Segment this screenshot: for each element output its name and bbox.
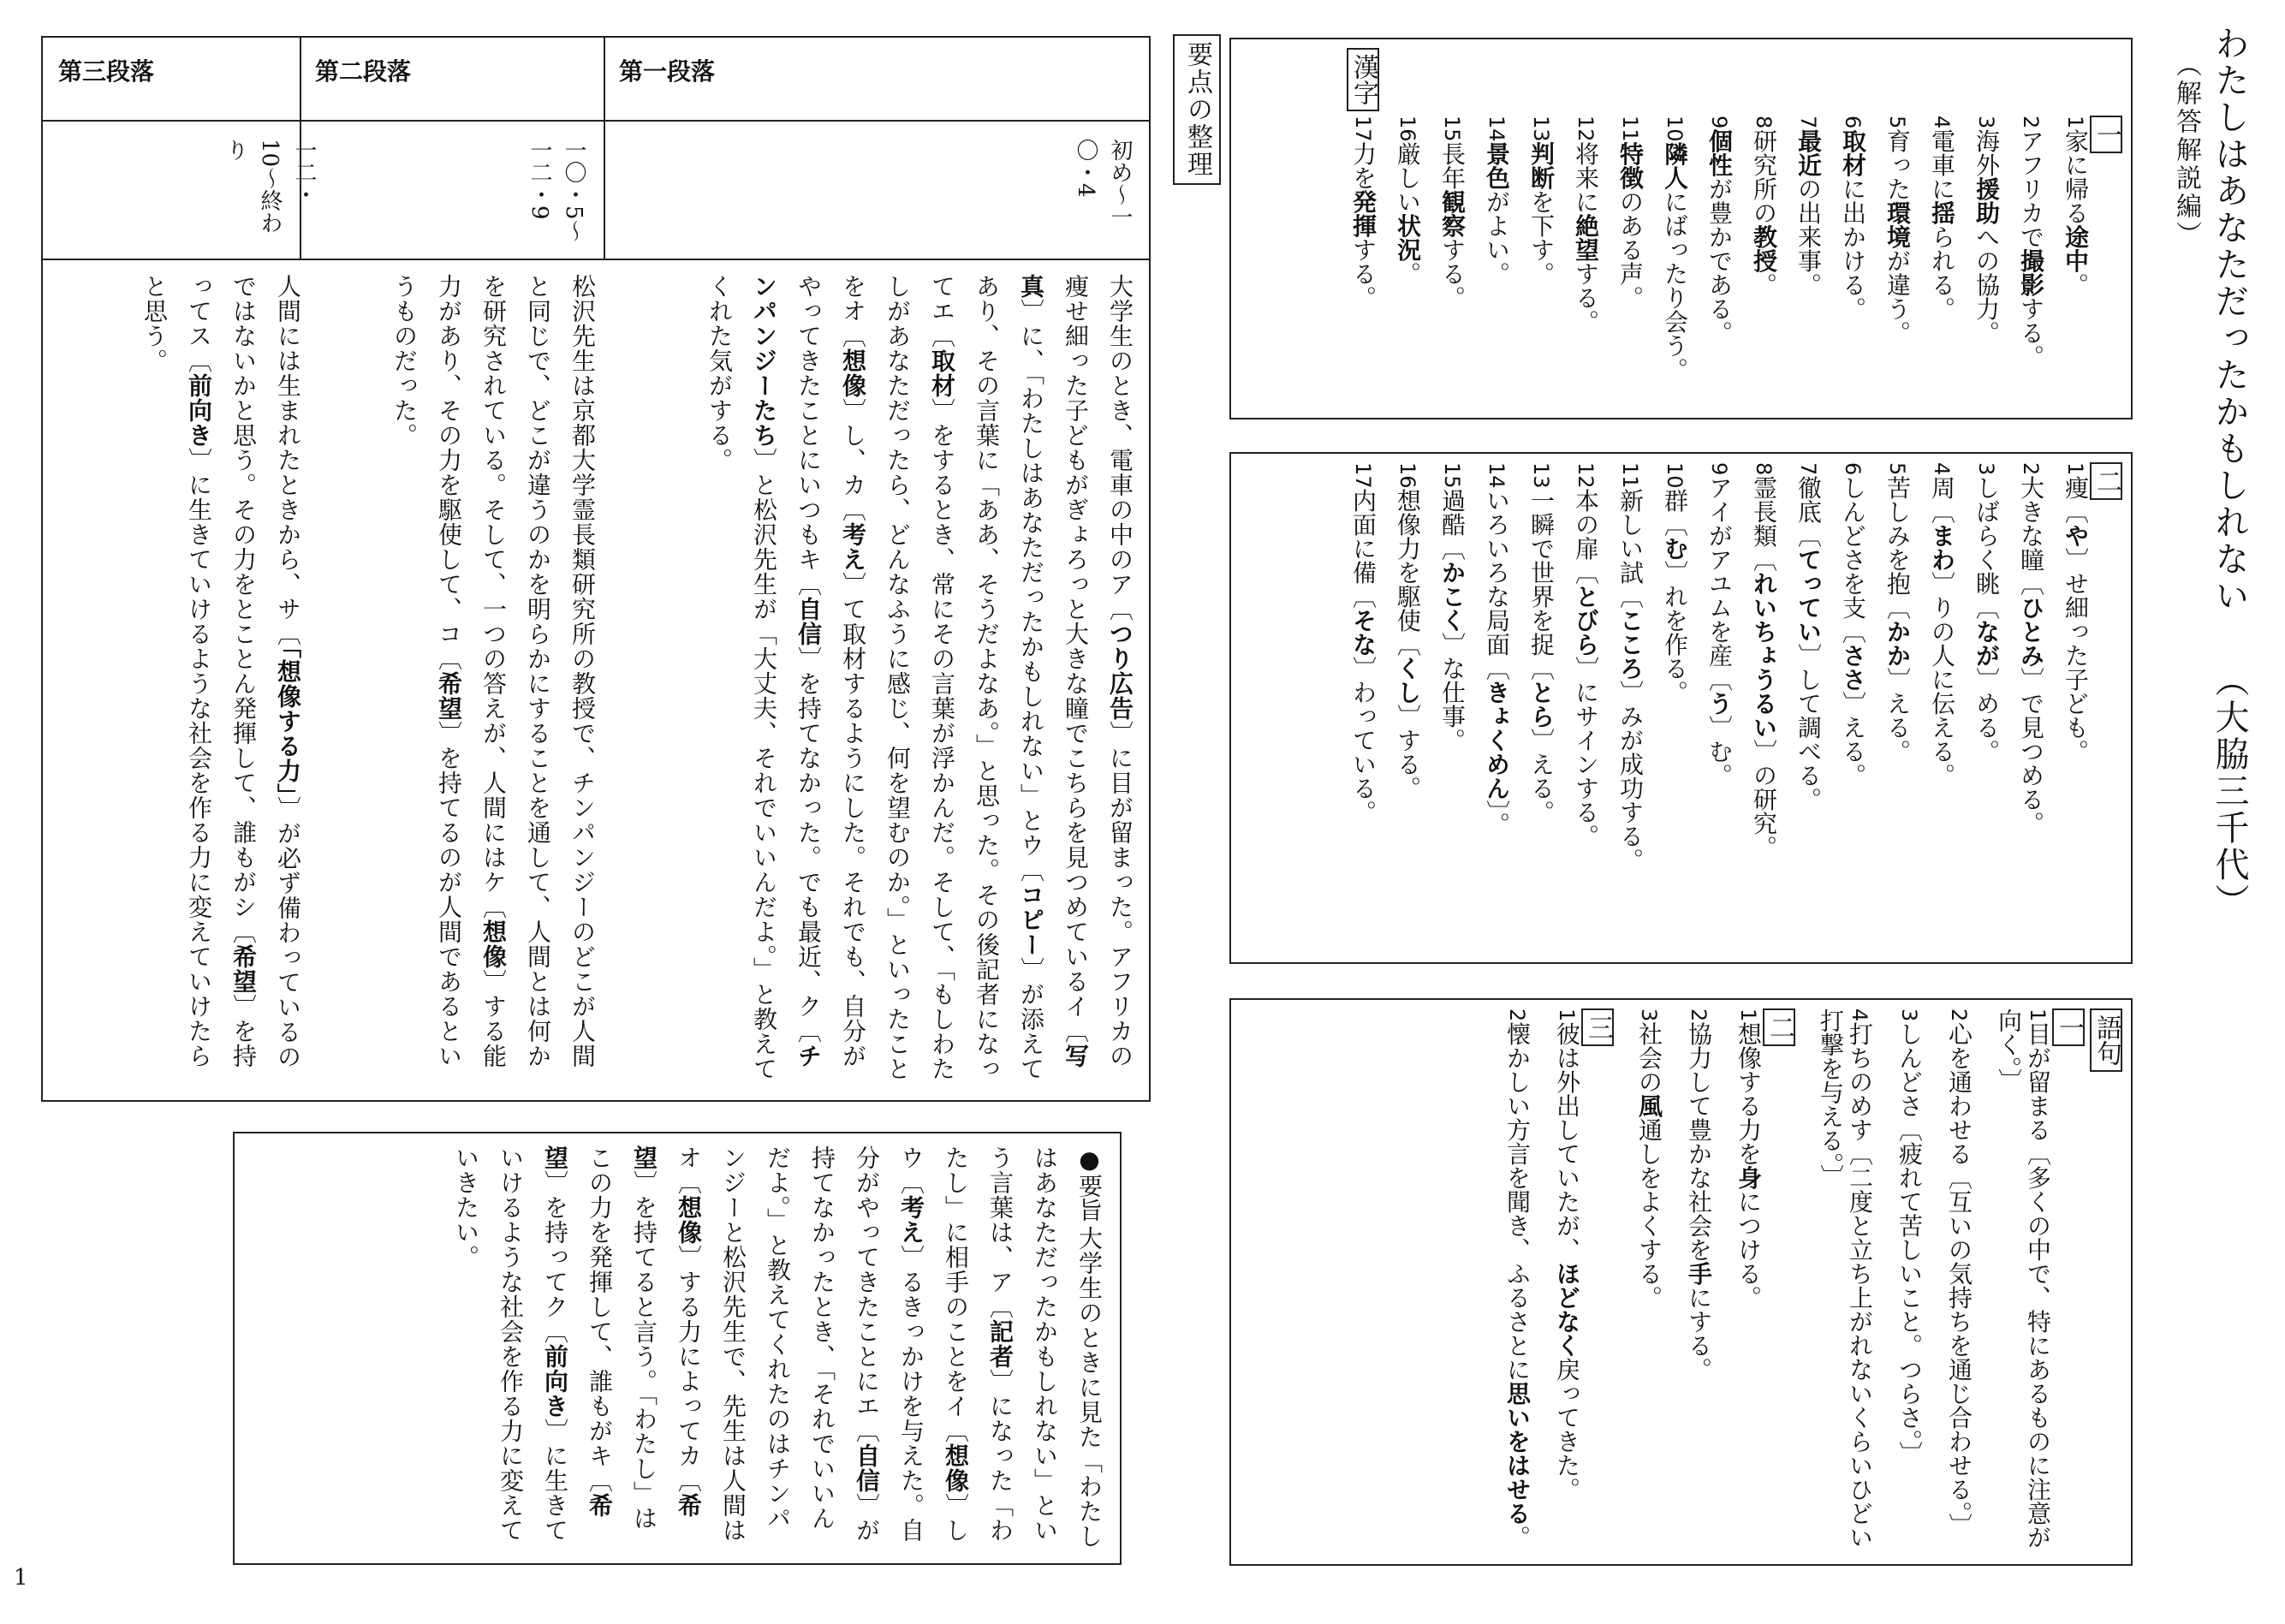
item-text: られる。	[1928, 224, 1956, 321]
section-label: 三	[1581, 1008, 1614, 1046]
reading-item	[1393, 462, 1422, 872]
item-answer: 個性	[1705, 128, 1734, 177]
section-label: 一	[2090, 116, 2122, 153]
reading-item	[1927, 462, 1956, 872]
item-number: 16	[1395, 462, 1419, 489]
item-text: 〕せ細った子ども。	[2062, 547, 2090, 764]
item-number: 8	[1752, 116, 1776, 129]
item-text: 〕する。	[1394, 704, 1422, 800]
item-text: する。	[1349, 237, 1378, 310]
page-number: 1	[14, 1565, 28, 1591]
item-text: 徹底〔	[1794, 475, 1823, 548]
item-text: につける。	[1735, 1189, 1763, 1310]
item-answer: 状況	[1394, 213, 1422, 262]
item-text: 〕える。	[1839, 691, 1867, 788]
item-text: 〕わっている。	[1349, 656, 1378, 824]
item-answer: ほどなく	[1553, 1261, 1581, 1358]
item-text: いろいろな局面〔	[1483, 488, 1511, 681]
item-number: 9	[1707, 462, 1731, 476]
item-text: 長年	[1438, 141, 1467, 190]
kanji-item	[2016, 116, 2045, 382]
body-text: 〕に、「わたしはあなただったかもしれない」とウ〔	[1017, 299, 1045, 883]
item-text: 過酷〔	[1438, 488, 1467, 561]
item-text: 群〔	[1661, 488, 1689, 537]
vocab-box	[1229, 998, 2133, 1566]
gist-label: ●要旨	[1075, 1145, 1104, 1222]
header-paragraph-1: 第一段落	[619, 57, 716, 86]
answer-word: 自信	[794, 597, 823, 646]
item-number: 4	[1848, 1008, 1871, 1022]
body-text: 〕を持てると言う。「わたし」はこの力を発揮して、誰もがキ〔	[586, 1145, 658, 1531]
answer-word: 希望	[435, 671, 463, 721]
item-text: 〕にサインする。	[1572, 656, 1600, 848]
item-answer: 最近	[1794, 128, 1823, 177]
item-text: 。	[2062, 272, 2090, 297]
item-text: 想像する力を	[1735, 1021, 1763, 1166]
item-number: 12	[1574, 462, 1598, 489]
body-text: 〕が必ず備わっているのではないかと思う。その力をとことん発揮して、誰もがシ〔	[229, 274, 302, 1069]
item-text: 大きな瞳〔	[2017, 475, 2045, 596]
vocab-content	[1482, 1008, 2122, 1556]
item-text: 〕な仕事。	[1438, 632, 1467, 753]
kanji-item	[1749, 116, 1778, 382]
answer-word: 考え	[897, 1195, 925, 1245]
gist-content	[443, 1145, 1111, 1553]
body-text: 〕しウ〔	[897, 1145, 970, 1543]
item-text: 〕して調べる。	[1794, 643, 1823, 812]
reading-list	[1333, 462, 2122, 872]
kanji-item	[1482, 116, 1511, 382]
item-answer: や	[2062, 523, 2090, 548]
item-answer: 思いをはせる	[1503, 1381, 1532, 1526]
item-text: する。	[1572, 261, 1600, 334]
reading-box	[1229, 452, 2133, 964]
item-text: 心を通わせる〔互いの気持ちを通じ合わせる。〕	[1945, 1021, 1973, 1538]
item-text: が違う。	[1883, 248, 1912, 345]
item-text: への協力。	[1973, 224, 2001, 345]
vocab-tag: 語句	[2090, 1008, 2122, 1072]
paragraph-1-summary	[611, 274, 1142, 1087]
vocab-item	[1816, 1008, 1874, 1556]
reading-item	[1660, 462, 1689, 872]
page-title: わたしはあなただったかもしれない	[2210, 26, 2249, 615]
item-answer: かこく	[1438, 560, 1467, 633]
item-text: 協力して豊かな社会を	[1685, 1021, 1713, 1262]
reading-item	[1749, 462, 1778, 872]
item-text: 。	[1503, 1525, 1532, 1550]
col-divider	[604, 38, 605, 260]
item-text: しんどさ〔疲れて苦しいこと。つらさ。〕	[1895, 1021, 1924, 1466]
answer-word: 取材	[928, 348, 956, 398]
item-number: 15	[1440, 462, 1464, 489]
body-text: 〕を持ってク〔	[541, 1170, 569, 1344]
answer-word: 想像	[675, 1195, 703, 1245]
reading-item	[1571, 462, 1600, 872]
author: （大脇三千代）	[2210, 662, 2249, 920]
item-number: 6	[1841, 462, 1865, 476]
item-text: 厳しい	[1394, 141, 1422, 214]
item-answer: まわ	[1928, 523, 1956, 572]
item-text: アフリカで	[2017, 128, 2045, 249]
vocab-item	[1552, 1008, 1581, 1556]
item-answer: とびら	[1572, 584, 1600, 657]
item-answer: 隣人	[1661, 141, 1689, 190]
vocab-list	[1482, 1008, 2085, 1556]
reading-item	[1794, 462, 1823, 872]
item-text: する。	[1438, 237, 1467, 310]
kanji-box	[1229, 38, 2133, 419]
item-text: 霊長類〔	[1750, 475, 1778, 572]
item-answer: う	[1705, 691, 1734, 716]
item-text: にばったり会う。	[1661, 189, 1689, 382]
item-answer: 景色	[1483, 141, 1511, 190]
item-text: 想像力を駆使〔	[1394, 488, 1422, 657]
reading-item	[1348, 462, 1378, 872]
reading-content	[1333, 462, 2122, 950]
answer-word: 希望	[630, 1145, 703, 1518]
item-answer: れいちょうるい	[1750, 571, 1778, 740]
item-text: のある声。	[1616, 189, 1645, 310]
answer-word: 想像	[839, 348, 867, 398]
reading-item	[2061, 462, 2090, 872]
item-text: 育った	[1883, 128, 1912, 201]
body-text: 〕に目が留まった。アフリカの痩せ細った子どもがぎょろっと大きな瞳でこちらを見つめているイ〔	[1062, 274, 1134, 1068]
item-text: 〕みが成功する。	[1616, 680, 1645, 872]
kanji-item	[1437, 116, 1467, 382]
item-number: 2	[1947, 1008, 1971, 1022]
item-number: 1	[2063, 462, 2087, 476]
item-answer: 特徴	[1616, 141, 1645, 190]
summary-label-text: 要点の整理	[1182, 41, 1212, 178]
item-number: 5	[1885, 462, 1909, 476]
paragraph-2-summary	[385, 274, 604, 1087]
answer-word: 自信	[853, 1443, 881, 1493]
item-text: 打ちのめす〔二度と立ち上がれないくらいひどい打撃を与える。〕	[1817, 1008, 1874, 1550]
kanji-item	[1660, 116, 1689, 382]
item-text: 力を	[1349, 141, 1378, 190]
vocab-item	[1994, 1008, 2052, 1556]
item-answer: とら	[1527, 680, 1556, 729]
reading-item	[1616, 462, 1645, 872]
body-text: 大学生のとき、電車の中のア〔	[1106, 274, 1134, 622]
body-text: 〕が添えてあり、その言葉に「ああ、そうだよなあ。」と思った。その後記者になってエ〔	[928, 274, 1045, 1081]
item-text: に出かける。	[1839, 176, 1867, 321]
item-answer: 風	[1635, 1093, 1663, 1118]
item-text: 将来に	[1572, 141, 1600, 214]
item-text: 研究所の	[1750, 128, 1778, 225]
body-text: 〕に生きていけるような社会を作る力に変えていきたい。	[452, 1145, 569, 1543]
kanji-item	[2061, 116, 2090, 382]
section-label: 一	[2052, 1008, 2085, 1046]
range-paragraph-1: 初め〜一〇・4	[1073, 139, 1133, 228]
item-text: 〕える。	[1883, 667, 1912, 764]
answer-word: 希望	[541, 1145, 614, 1518]
body-text: 〕るきっかけを与えた。自分がやってきたことにエ〔	[853, 1145, 925, 1543]
item-answer: こころ	[1616, 608, 1645, 681]
item-text: 〕で見つめる。	[2017, 667, 2045, 836]
item-number: 2	[2019, 462, 2043, 476]
answer-word: チンパンジーたち	[750, 274, 823, 1068]
gist-body	[452, 1145, 1104, 1549]
vocab-item	[1944, 1008, 1973, 1556]
item-text: 通しをよくする。	[1635, 1117, 1663, 1310]
kanji-item	[1571, 116, 1600, 382]
body-text: 大学生のときに見た「わたしはあなただったかもしれない」という言葉は、ア〔	[986, 1145, 1104, 1550]
reading-item	[1437, 462, 1467, 872]
kanji-item	[1972, 116, 2001, 382]
item-number: 1	[2026, 1008, 2050, 1022]
item-text: がよい。	[1483, 189, 1511, 286]
kanji-item	[1616, 116, 1645, 382]
item-text: 目が留まる〔多くの中で、特にあるものに注意が向く。〕	[1995, 1008, 2052, 1550]
body-text: 〕をするとき、常にその言葉が浮かんだ。そして、「もしわたしがあなただったら、どんなふうに感じ、何を望むのか。」といったことをオ〔	[839, 274, 956, 1081]
item-text: 。	[1750, 272, 1778, 297]
kanji-tag: 漢字	[1347, 48, 1379, 111]
item-answer: ささ	[1839, 643, 1867, 692]
answer-word: 想像	[942, 1443, 970, 1493]
item-number: 14	[1485, 462, 1508, 489]
item-number: 10	[1663, 116, 1687, 142]
item-text: 〕の研究。	[1750, 739, 1778, 860]
edition-label: （解答解説編）	[2171, 51, 2201, 249]
item-text: アイがアユムを産〔	[1705, 475, 1734, 692]
item-text: する。	[2017, 296, 2045, 369]
item-text: 本の扉〔	[1572, 488, 1600, 585]
body-text: 〕を持てなかった。でも最近、ク〔	[794, 646, 823, 1044]
reading-item	[1838, 462, 1867, 872]
item-answer: 発揮	[1349, 189, 1378, 238]
item-number: 12	[1574, 116, 1598, 142]
item-text: 彼は外出していたが、	[1553, 1021, 1581, 1262]
body-text: 〕が持てなかったとき、「それでいいんだよ。」と教えてくれたのはチンパンジーと松沢先生で、先生は人間はオ〔	[675, 1145, 881, 1543]
item-answer: 判断	[1527, 141, 1556, 190]
item-answer: 揺	[1928, 200, 1956, 225]
body-text: 人間には生まれたときから、サ〔	[274, 274, 302, 646]
kanji-item	[1927, 116, 1956, 382]
item-number: 2	[2019, 116, 2043, 129]
gist-box	[233, 1132, 1122, 1565]
kanji-item	[1883, 116, 1912, 382]
item-text: 内面に備〔	[1349, 488, 1378, 609]
item-number: 13	[1529, 116, 1553, 142]
item-number: 7	[1796, 116, 1820, 129]
item-number: 9	[1707, 116, 1731, 129]
answer-word: つり広告	[1106, 622, 1134, 721]
section-label: 二	[1763, 1008, 1795, 1046]
item-text: 〕れを作る。	[1661, 560, 1689, 705]
item-text: 周〔	[1928, 475, 1956, 524]
item-text: の出来事。	[1794, 176, 1823, 297]
item-number: 11	[1618, 116, 1642, 142]
answer-word: 前向き	[185, 373, 213, 448]
item-number: 7	[1796, 462, 1820, 476]
item-number: 15	[1440, 116, 1464, 142]
item-text: 一瞬で世界を捉〔	[1527, 488, 1556, 681]
item-number: 4	[1930, 116, 1954, 129]
item-number: 3	[1974, 462, 1998, 476]
item-answer: 身	[1735, 1165, 1763, 1190]
item-text: 海外	[1973, 128, 2001, 177]
answer-word: 記者	[986, 1319, 1015, 1369]
item-text: 〕りの人に伝える。	[1928, 571, 1956, 788]
kanji-item	[1705, 116, 1734, 382]
header-paragraph-3: 第三段落	[58, 57, 155, 86]
item-text: を下す。	[1527, 189, 1556, 286]
item-text: にする。	[1685, 1285, 1713, 1382]
item-answer: 絶望	[1572, 213, 1600, 262]
header-paragraph-2: 第二段落	[315, 57, 412, 86]
item-answer: そな	[1349, 608, 1378, 657]
item-text: 。	[1394, 261, 1422, 286]
section-label: 二	[2090, 462, 2122, 500]
item-answer: 途中	[2062, 224, 2090, 273]
item-text: が豊かである。	[1705, 176, 1734, 345]
reading-item	[2016, 462, 2045, 872]
summary-table	[41, 36, 1151, 1102]
item-text: 電車に	[1928, 128, 1956, 201]
item-answer: ひとみ	[2017, 595, 2045, 668]
body-text: 〕を持てるのが人間であるというものだった。	[390, 274, 463, 1068]
answer-word: 想像	[479, 919, 508, 969]
kanji-content	[1333, 48, 2122, 407]
item-answer: くし	[1394, 656, 1422, 705]
item-number: 17	[1351, 116, 1375, 142]
item-text: 新しい試〔	[1616, 488, 1645, 609]
body-text: 〕し、カ〔	[839, 398, 867, 522]
item-number: 8	[1752, 462, 1776, 476]
row-divider	[43, 120, 1149, 122]
body-text: 〕になった「わたし」に相手のことをイ〔	[942, 1145, 1015, 1543]
item-text: 社会の	[1635, 1021, 1663, 1094]
item-number: 3	[1897, 1008, 1921, 1022]
item-text: 苦しみを抱〔	[1883, 475, 1912, 620]
title-column	[2166, 26, 2254, 967]
reading-item	[1883, 462, 1912, 872]
item-number: 17	[1351, 462, 1375, 489]
answer-word: 「想像する力」	[274, 646, 302, 796]
kanji-item	[1348, 116, 1378, 382]
body-text: 〕て取材するようにした。それでも、自分がやってきたことにいつもキ〔	[794, 274, 867, 1068]
vocab-item	[1734, 1008, 1763, 1556]
item-number: 14	[1485, 116, 1508, 142]
item-number: 4	[1930, 462, 1954, 476]
item-text: しんどさを支〔	[1839, 475, 1867, 644]
item-answer: てってい	[1794, 547, 1823, 644]
item-number: 1	[2063, 116, 2087, 129]
body-text: 〕する能力があり、その力を駆使して、コ〔	[435, 274, 508, 1068]
range-paragraph-2: 一〇・5〜一二・9	[527, 139, 586, 242]
body-text: 〕を持ってス〔	[185, 274, 258, 1068]
item-answer: 撮影	[2017, 248, 2045, 297]
answer-word: 希望	[229, 944, 258, 994]
item-number: 1	[1555, 1008, 1579, 1022]
paragraph-3-summary	[53, 274, 310, 1087]
kanji-item	[1838, 116, 1867, 382]
vocab-item	[1684, 1008, 1713, 1556]
reading-item	[1705, 462, 1734, 872]
item-text: しばらく眺〔	[1973, 475, 2001, 620]
item-text: 〕える。	[1527, 728, 1556, 824]
vocab-item	[1634, 1008, 1663, 1556]
item-answer: 環境	[1883, 200, 1912, 249]
item-number: 3	[1637, 1008, 1661, 1022]
body-text: 〕に生きていけるような社会を作る力に変えていけたらと思う。	[140, 274, 213, 1068]
vocab-item	[1895, 1008, 1924, 1556]
kanji-item	[1526, 116, 1556, 382]
item-number: 2	[1505, 1008, 1529, 1022]
answer-word: 前向き	[541, 1344, 569, 1419]
item-number: 10	[1663, 462, 1687, 489]
item-number: 16	[1395, 116, 1419, 142]
item-text: 〕。	[1483, 800, 1511, 836]
body-text: 〕する力によってカ〔	[675, 1245, 703, 1493]
item-answer: かか	[1883, 619, 1912, 668]
item-answer: 手	[1685, 1261, 1713, 1286]
item-number: 3	[1974, 116, 1998, 129]
item-number: 1	[1736, 1008, 1760, 1022]
item-text: 〕む。	[1705, 715, 1734, 788]
item-text: 懐かしい方言を聞き、ふるさとに	[1503, 1021, 1532, 1382]
row-divider	[43, 259, 1149, 260]
range-paragraph-3: 一二・10〜終わり	[223, 139, 317, 235]
answer-word: 写真	[1017, 274, 1090, 1068]
answer-word: コピー	[1017, 883, 1045, 957]
kanji-list	[1333, 116, 2122, 382]
item-answer: 観察	[1438, 189, 1467, 238]
item-text: 家に帰る	[2062, 128, 2090, 225]
reading-item	[1526, 462, 1556, 872]
item-text: 痩〔	[2062, 475, 2090, 524]
item-number: 6	[1841, 116, 1865, 129]
item-answer: 取材	[1839, 128, 1867, 177]
item-answer: 援助	[1973, 176, 2001, 225]
kanji-item	[1794, 116, 1823, 382]
reading-item	[1972, 462, 2001, 872]
item-answer: なが	[1973, 619, 2001, 668]
item-answer: きょくめん	[1483, 680, 1511, 800]
summary-label	[1173, 34, 1221, 185]
item-number: 13	[1529, 462, 1553, 489]
answer-word: 考え	[839, 522, 867, 572]
body-text: 松沢先生は京都大学霊長類研究所の教授で、チンパンジーのどこが人間と同じで、どこが違うのかを明らかにすることを通して、人間とは何かを研究されている。そして、一つの答えが、人間にはケ〔	[479, 274, 597, 1068]
body-text: 〕と松沢先生が「大丈夫、それでいいんだよ。」と教えてくれた気がする。	[705, 274, 778, 1081]
item-text: 〕める。	[1973, 667, 2001, 764]
item-text: 戻ってきた。	[1553, 1357, 1581, 1502]
item-number: 11	[1618, 462, 1642, 489]
item-answer: 教授	[1750, 224, 1778, 273]
kanji-item	[1393, 116, 1422, 382]
vocab-item	[1503, 1008, 1532, 1556]
item-answer: む	[1661, 536, 1689, 561]
reading-item	[1482, 462, 1511, 872]
item-number: 5	[1885, 116, 1909, 129]
item-number: 2	[1687, 1008, 1711, 1022]
